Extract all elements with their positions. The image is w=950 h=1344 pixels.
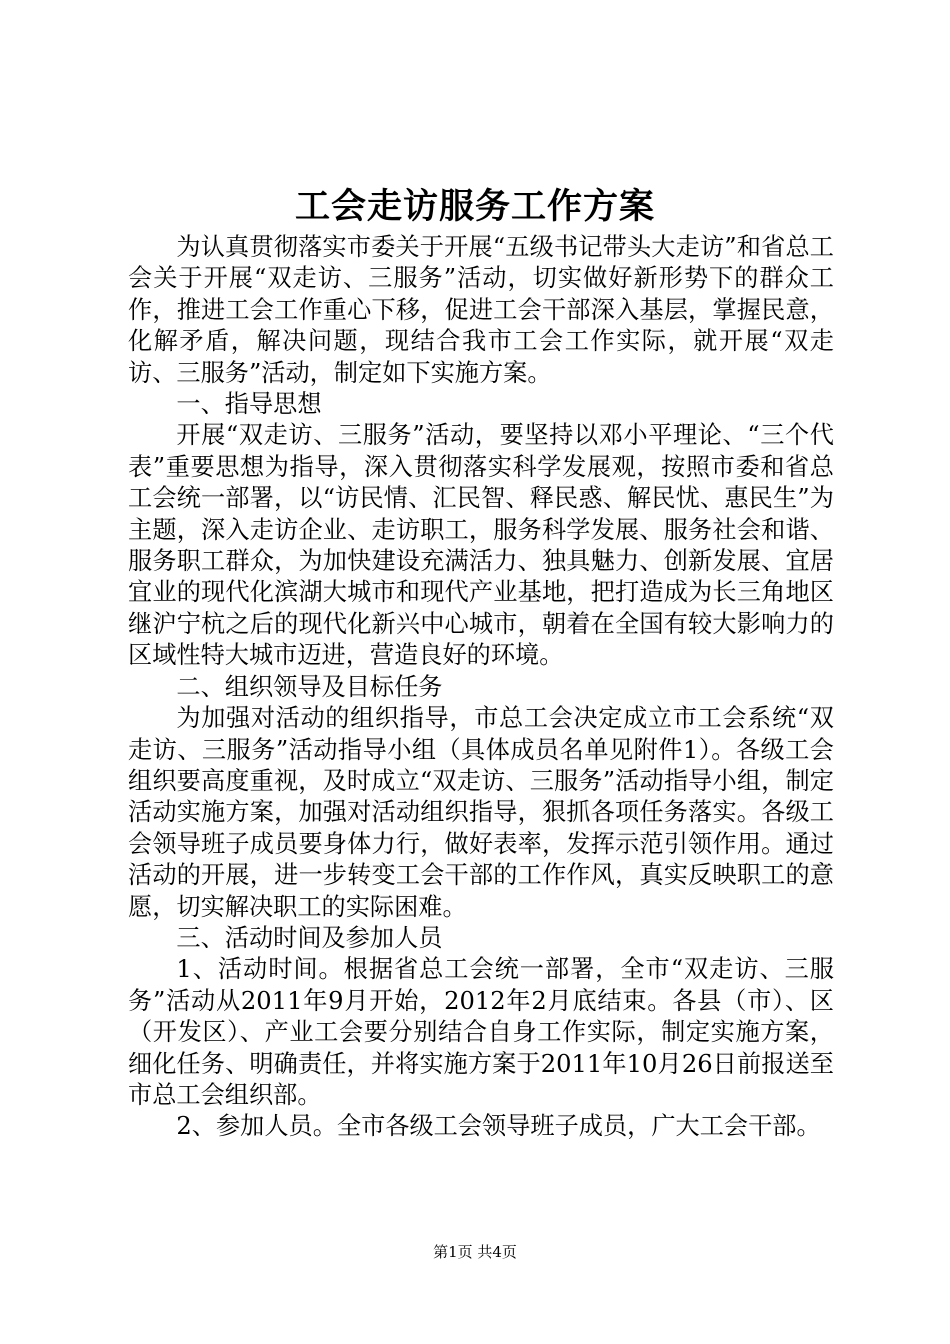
participants-paragraph: 2、参加人员。全市各级工会领导班子成员，广大工会干部。	[176, 1112, 821, 1141]
section-heading-organization: 二、组织领导及目标任务	[176, 672, 443, 701]
guiding-ideology-paragraph: 开展“双走访、三服务”活动，要坚持以邓小平理论、“三个代表”重要思想为指导，深入贯彻落实科学发展观，按照市委和省总工会统一部署，以“访民情、汇民智、释民惑、解民忧、惠民生”为主题，深入走访企业、走访职工，服务科学发展、服务社会和谐、服务职工群众，为加快建设充满活力、独具魅力、创新发展、宜居宜业的现代化滨湖大城市和现代产业基地，把打造成为长三角地区继沪宁杭之后的现代化新兴中心城市，朝着在全国有较大影响力的区域性特大城市迈进，营造良好的环境。	[128, 421, 834, 670]
document-body	[128, 232, 834, 1143]
organization-paragraph: 为加强对活动的组织指导，市总工会决定成立市工会系统“双走访、三服务”活动指导小组（具体成员名单见附件1）。各级工会组织要高度重视，及时成立“双走访、三服务”活动指导小组，制定活动实施方案，加强对活动组织指导，狠抓各项任务落实。各级工会领导班子成员要身体力行，做好表率，发挥示范引领作用。通过活动的开展，进一步转变工会干部的工作作风，真实反映职工的意愿，切实解决职工的实际困难。	[128, 704, 834, 921]
section-heading-time-participants: 三、活动时间及参加人员	[176, 923, 443, 952]
intro-paragraph: 为认真贯彻落实市委关于开展“五级书记带头大走访”和省总工会关于开展“双走访、三服务”活动，切实做好新形势下的群众工作，推进工会工作重心下移，促进工会干部深入基层，掌握民意，化解矛盾，解决问题，现结合我市工会工作实际，就开展“双走访、三服务”活动，制定如下实施方案。	[128, 233, 834, 387]
section-heading-guiding-ideology: 一、指导思想	[176, 390, 322, 419]
activity-time-paragraph: 1、活动时间。根据省总工会统一部署，全市“双走访、三服务”活动从2011年9月开始，2012年2月底结束。各县（市）、区（开发区）、产业工会要分别结合自身工作实际，制定实施方案，细化任务、明确责任，并将实施方案于2011年10月26日前报送至市总工会组织部。	[128, 955, 834, 1109]
page-number-footer: 第1页 共4页	[433, 1243, 517, 1261]
document-title: 工会走访服务工作方案	[294, 186, 655, 227]
